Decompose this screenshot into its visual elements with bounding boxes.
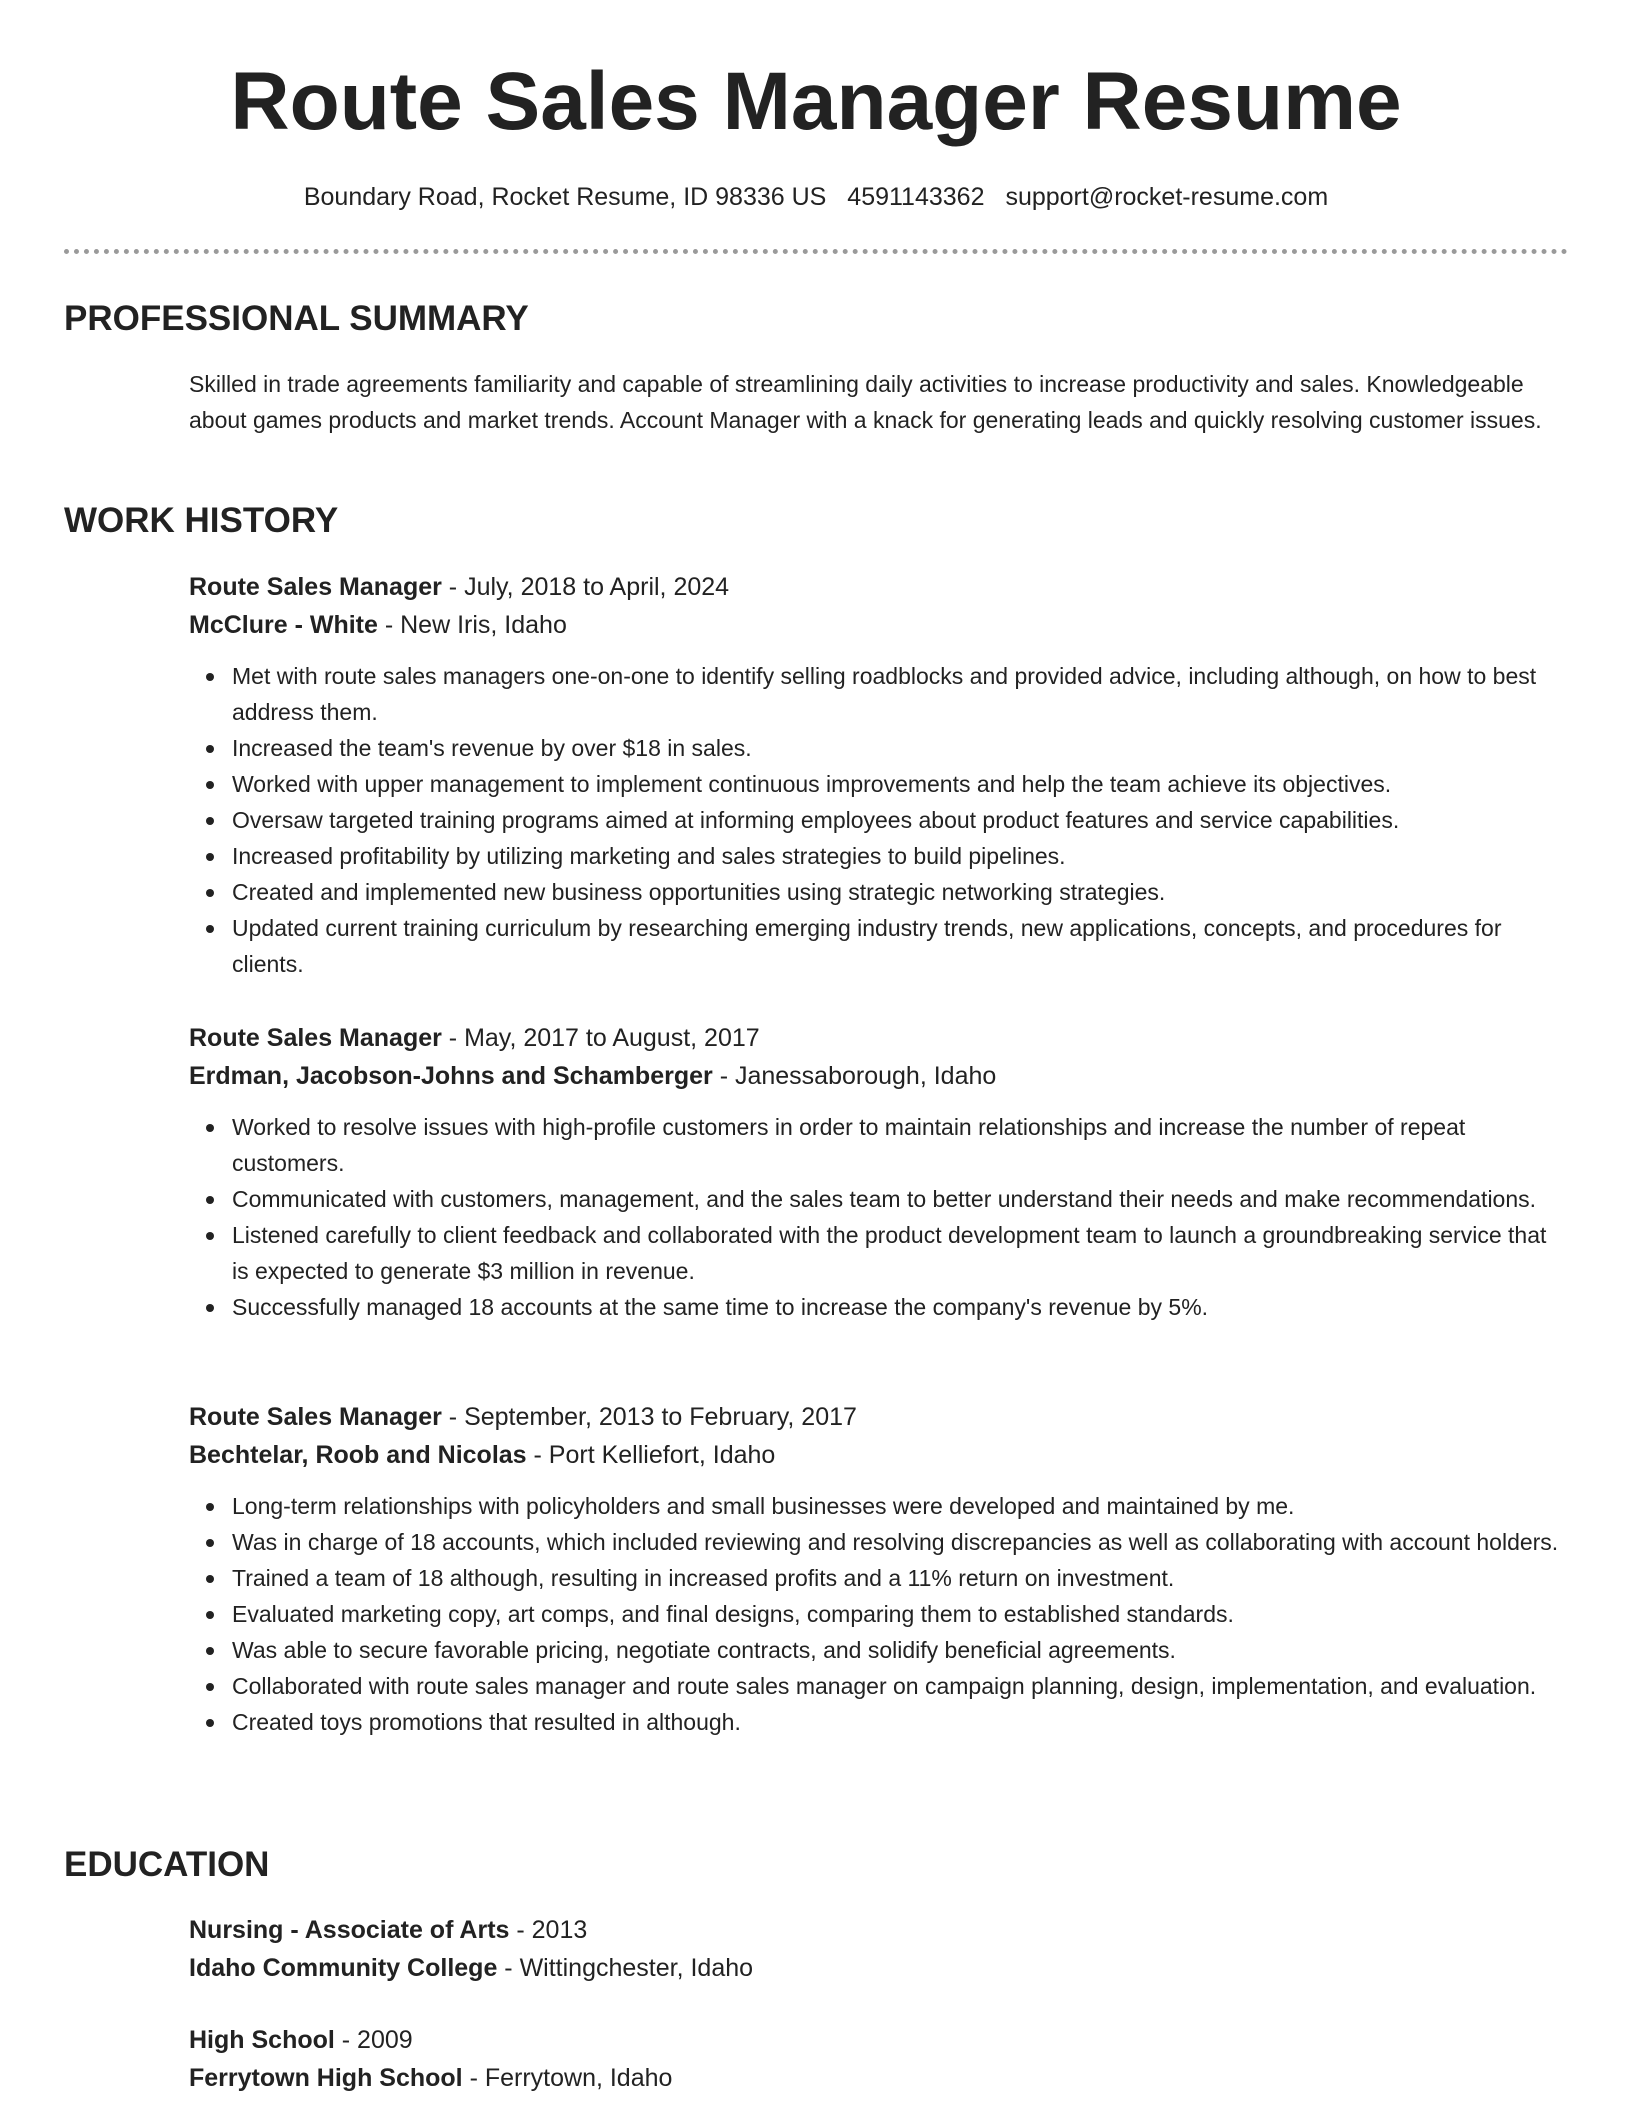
job-bullet: Collaborated with route sales manager and route sales manager on campaign planning, design, implementation, and evaluation.	[232, 1668, 1569, 1704]
job-bullet: Was able to secure favorable pricing, negotiate contracts, and solidify beneficial agreements.	[232, 1632, 1569, 1668]
degree-line	[189, 1911, 1569, 1949]
job-bullet: Was in charge of 18 accounts, which included reviewing and resolving discrepancies as well as collaborating with account holders.	[232, 1524, 1569, 1560]
contact-phone: 4591143362	[847, 183, 985, 211]
job-bullet: Listened carefully to client feedback and collaborated with the product development team to launch a groundbreaking service that is expected to generate $3 million in revenue.	[232, 1217, 1569, 1289]
job-bullet: Increased the team's revenue by over $18 in sales.	[232, 730, 1569, 766]
job-bullet: Met with route sales managers one-on-one to identify selling roadblocks and provided advice, including although, on how to best address them.	[232, 658, 1569, 730]
job-location: - Port Kelliefort, Idaho	[526, 1441, 776, 1469]
job-location: - New Iris, Idaho	[377, 611, 567, 639]
job-company: Erdman, Jacobson-Johns and Schamberger	[189, 1062, 713, 1090]
resume-title: Route Sales Manager Resume	[230, 56, 1402, 147]
degree-year: - 2009	[334, 2026, 413, 2054]
job-bullets	[189, 658, 1569, 982]
degree-line	[189, 2021, 1569, 2059]
degree-name: High School	[189, 2026, 335, 2054]
job-title-line	[189, 568, 1569, 606]
education-entry	[189, 1911, 1569, 1987]
education-entry	[189, 2021, 1569, 2097]
job-title: Route Sales Manager	[189, 1024, 442, 1052]
school-line	[189, 1949, 1569, 1987]
job-company-line	[189, 1436, 1569, 1474]
job-bullet: Worked with upper management to implement continuous improvements and help the team achieve its objectives.	[232, 766, 1569, 802]
job-bullet: Updated current training curriculum by researching emerging industry trends, new applications, concepts, and procedures for clients.	[232, 910, 1569, 982]
job-bullet: Long-term relationships with policyholders and small businesses were developed and maintained by me.	[232, 1488, 1569, 1524]
contact-address: Boundary Road, Rocket Resume, ID 98336 US	[303, 183, 827, 211]
degree-year: - 2013	[509, 1916, 588, 1944]
job-location: - Janessaborough, Idaho	[712, 1062, 997, 1090]
job-bullet: Trained a team of 18 although, resulting in increased profits and a 11% return on investment.	[232, 1560, 1569, 1596]
job-title: Route Sales Manager	[189, 1403, 442, 1431]
job-bullet: Evaluated marketing copy, art comps, and final designs, comparing them to established standards.	[232, 1596, 1569, 1632]
school-line	[189, 2059, 1569, 2097]
job-entry	[189, 1019, 1569, 1325]
header-divider	[64, 249, 1568, 254]
job-company-line	[189, 1057, 1569, 1095]
work-history-heading: WORK HISTORY	[64, 501, 339, 540]
job-company: Bechtelar, Roob and Nicolas	[189, 1441, 527, 1469]
job-dates: - September, 2013 to February, 2017	[441, 1403, 857, 1431]
degree-name: Nursing - Associate of Arts	[189, 1916, 510, 1944]
job-bullet: Increased profitability by utilizing marketing and sales strategies to build pipelines.	[232, 838, 1569, 874]
job-bullet: Created and implemented new business opportunities using strategic networking strategies.	[232, 874, 1569, 910]
education-heading: EDUCATION	[64, 1845, 270, 1884]
contact-email: support@rocket-resume.com	[1005, 183, 1329, 211]
job-bullet: Oversaw targeted training programs aimed at informing employees about product features and service capabilities.	[232, 802, 1569, 838]
contact-line	[0, 183, 1632, 212]
job-bullet: Worked to resolve issues with high-profile customers in order to maintain relationships and increase the number of repeat customers.	[232, 1109, 1569, 1181]
job-company: McClure - White	[189, 611, 378, 639]
job-company-line	[189, 606, 1569, 644]
school-location: - Ferrytown, Idaho	[462, 2064, 673, 2092]
job-dates: - May, 2017 to August, 2017	[441, 1024, 760, 1052]
job-bullets	[189, 1109, 1569, 1325]
job-title-line	[189, 1398, 1569, 1436]
summary-heading: PROFESSIONAL SUMMARY	[64, 299, 529, 338]
school-name: Idaho Community College	[189, 1954, 498, 1982]
job-entry	[189, 1398, 1569, 1740]
job-entry	[189, 568, 1569, 982]
job-title: Route Sales Manager	[189, 573, 442, 601]
summary-text: Skilled in trade agreements familiarity and capable of streamlining daily activities to increase productivity and sales. Knowledgeable about games products and market trends. Account Manager with a knack for generating leads and quickly resolving customer issues.	[189, 371, 1542, 433]
school-name: Ferrytown High School	[189, 2064, 463, 2092]
job-bullet: Successfully managed 18 accounts at the same time to increase the company's revenue by 5%.	[232, 1289, 1569, 1325]
school-location: - Wittingchester, Idaho	[497, 1954, 754, 1982]
job-dates: - July, 2018 to April, 2024	[441, 573, 730, 601]
job-bullets	[189, 1488, 1569, 1740]
job-bullet: Communicated with customers, management, and the sales team to better understand their needs and make recommendations.	[232, 1181, 1569, 1217]
job-bullet: Created toys promotions that resulted in although.	[232, 1704, 1569, 1740]
job-title-line	[189, 1019, 1569, 1057]
